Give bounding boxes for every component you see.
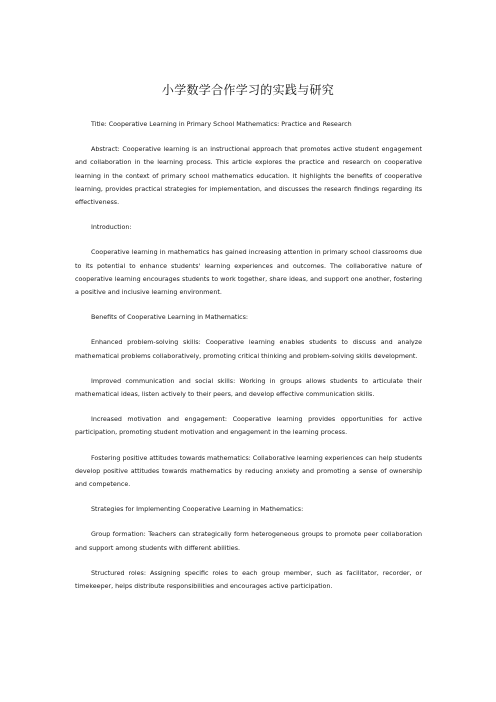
strategies-heading: Strategies for Implementing Cooperative Learning in Mathematics: xyxy=(91,506,304,514)
abstract-paragraph: Abstract: Cooperative learning is an instructional approach that promotes active student engagement and collaboration in the learning process. This article explores the practice and research on cooperative learning in the context of primary school mathematics education. It highlights the benefits of cooperative learning, provides practical strategies for implementation, and discusses the research findings regarding its effectiveness. xyxy=(75,146,422,207)
document-body xyxy=(75,118,422,605)
strategy-structured-roles: Structured roles: Assigning specific roles to each group member, such as facilitator, recorder, or timekeeper, helps distribute responsibilities and encourages active participation. xyxy=(75,569,422,591)
benefits-heading: Benefits of Cooperative Learning in Mathematics: xyxy=(91,314,249,322)
strategy-group-formation: Group formation: Teachers can strategically form heterogeneous groups to promote peer collaboration and support among students with different abilities. xyxy=(75,531,422,552)
introduction-paragraph: Cooperative learning in mathematics has gained increasing attention in primary school classrooms due to its potential to enhance students' learning experiences and outcomes. The collaborative nature of cooperative learning encourages students to work together, share ideas, and support one another, fostering a positive and inclusive learning environment. xyxy=(75,249,422,297)
document-title: 小学数学合作学习的实践与研究 xyxy=(161,83,335,97)
benefit-problem-solving: Enhanced problem-solving skills: Cooperative learning enables students to discuss and analyze mathematical problems collaboratively, promoting critical thinking and problem-solving skills development. xyxy=(75,339,422,360)
introduction-heading: Introduction: xyxy=(91,224,132,232)
benefit-motivation: Increased motivation and engagement: Cooperative learning provides opportunities for active participation, promoting student motivation and engagement in the learning process. xyxy=(75,416,422,437)
benefit-communication: Improved communication and social skills: Working in groups allows students to articulate their mathematical ideas, listen actively to their peers, and develop effective communication skills. xyxy=(75,377,422,399)
title-line: Title: Cooperative Learning in Primary School Mathematics: Practice and Research xyxy=(91,121,352,128)
benefit-attitudes: Fostering positive attitudes towards mathematics: Collaborative learning experiences can help students develop positive attitudes towards mathematics by reducing anxiety and promoting a sense of ownership and competence. xyxy=(75,454,422,489)
